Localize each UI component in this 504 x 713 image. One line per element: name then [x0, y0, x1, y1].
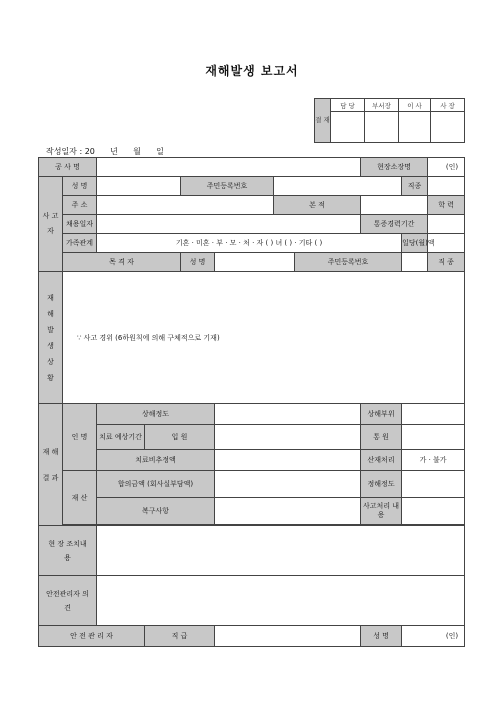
approval-role-dept-head: 부서장	[365, 99, 399, 112]
name-label: 성 명	[63, 177, 97, 196]
approval-sign-director[interactable]	[399, 112, 431, 143]
safety-manager-name-label: 성 명	[361, 626, 402, 647]
domicile-label: 본 적	[274, 196, 361, 215]
site-manager-label: 현장소장명	[361, 158, 428, 177]
settlement-degree-field[interactable]	[402, 471, 465, 498]
property-group-label: 재 산	[63, 471, 97, 525]
injury-degree-field[interactable]	[215, 404, 361, 425]
hire-date-field[interactable]	[97, 215, 361, 234]
witness-name-label: 성 명	[181, 253, 215, 272]
site-measures-field[interactable]	[97, 526, 465, 576]
person-group-label: 인 명	[63, 404, 97, 471]
resident-no-field[interactable]	[274, 177, 402, 196]
safety-opinion-field[interactable]	[97, 576, 465, 626]
resident-no-label: 주민등록번호	[181, 177, 274, 196]
education-label: 학 력	[428, 196, 465, 215]
industrial-accident-label: 산재처리	[361, 450, 402, 471]
position-label: 직 급	[145, 626, 215, 647]
job-type-field[interactable]	[428, 177, 465, 196]
outpatient-field[interactable]	[402, 425, 465, 450]
construction-name-field[interactable]	[97, 158, 361, 177]
site-measures-label: 현 장 조치내용	[39, 526, 97, 576]
treatment-period-label: 치료 예상기간	[97, 425, 145, 450]
witness-job-label: 직 종	[428, 253, 465, 272]
approval-role-director: 이 사	[399, 99, 431, 112]
treatment-cost-label: 치료비추정액	[97, 450, 215, 471]
hospitalized-label: 입 원	[145, 425, 215, 450]
total-career-field[interactable]	[428, 215, 465, 234]
report-form	[38, 157, 465, 647]
agreed-amount-field[interactable]	[215, 471, 361, 498]
industrial-accident-options[interactable]: 가 · 불가	[402, 450, 465, 471]
construction-name-label: 공 사 명	[39, 158, 97, 177]
situation-description[interactable]: ∵ 사고 경위 (6하원칙에 의해 구체적으로 기재)	[63, 272, 465, 404]
site-manager-seal[interactable]: (인)	[428, 158, 465, 177]
witness-label: 목 격 자	[63, 253, 181, 272]
post-processing-label: 사고처리 내 용	[361, 498, 402, 525]
post-processing-field[interactable]	[402, 498, 465, 525]
approval-sign-staff[interactable]	[331, 112, 365, 143]
approval-label: 결 재	[315, 99, 331, 143]
address-field[interactable]	[97, 196, 274, 215]
approval-role-staff: 담 당	[331, 99, 365, 112]
hospitalized-field[interactable]	[215, 425, 361, 450]
injury-part-field[interactable]	[402, 404, 465, 425]
family-label: 가족관계	[63, 234, 97, 253]
safety-opinion-label: 안전관리자 의 견	[39, 576, 97, 626]
approval-sign-dept-head[interactable]	[365, 112, 399, 143]
agreed-amount-label: 합의금액 (회사실부담액)	[97, 471, 215, 498]
name-field[interactable]	[97, 177, 181, 196]
situation-label: 재해발생상황	[39, 272, 63, 404]
approval-sign-president[interactable]	[431, 112, 465, 143]
safety-manager-seal[interactable]: (인)	[402, 626, 465, 647]
address-label: 주 소	[63, 196, 97, 215]
settlement-degree-label: 정해정도	[361, 471, 402, 498]
outpatient-label: 통 원	[361, 425, 402, 450]
witness-resident-no-field[interactable]	[402, 253, 428, 272]
date-line: 작성일자 : 20 년 월 일	[46, 147, 164, 156]
restoration-field[interactable]	[215, 498, 361, 525]
approval-box	[314, 98, 465, 143]
position-field[interactable]	[215, 626, 361, 647]
injury-degree-label: 상해정도	[97, 404, 215, 425]
hire-date-label: 채용일자	[63, 215, 97, 234]
witness-name-field[interactable]	[215, 253, 295, 272]
treatment-cost-field[interactable]	[215, 450, 361, 471]
witness-resident-no-label: 주민등록번호	[295, 253, 402, 272]
domicile-field[interactable]	[361, 196, 428, 215]
family-options[interactable]: 기혼 · 미혼 · 부 · 모 · 처 · 자 ( ) 녀 ( ) · 기타 ( )	[97, 234, 402, 253]
injury-part-label: 상해부위	[361, 404, 402, 425]
result-group-label: 재 해 결 과	[39, 404, 63, 526]
total-career-label: 통증경력기간	[361, 215, 428, 234]
job-type-label: 직종	[402, 177, 428, 196]
approval-role-president: 사 장	[431, 99, 465, 112]
daily-wage-label: 일당(월)액	[402, 234, 428, 253]
safety-manager-label: 안 전 관 리 자	[39, 626, 145, 647]
employee-group-label: 사 고 자	[39, 177, 63, 272]
restoration-label: 복구사항	[97, 498, 215, 525]
page-title: 재해발생 보고서	[205, 64, 299, 78]
